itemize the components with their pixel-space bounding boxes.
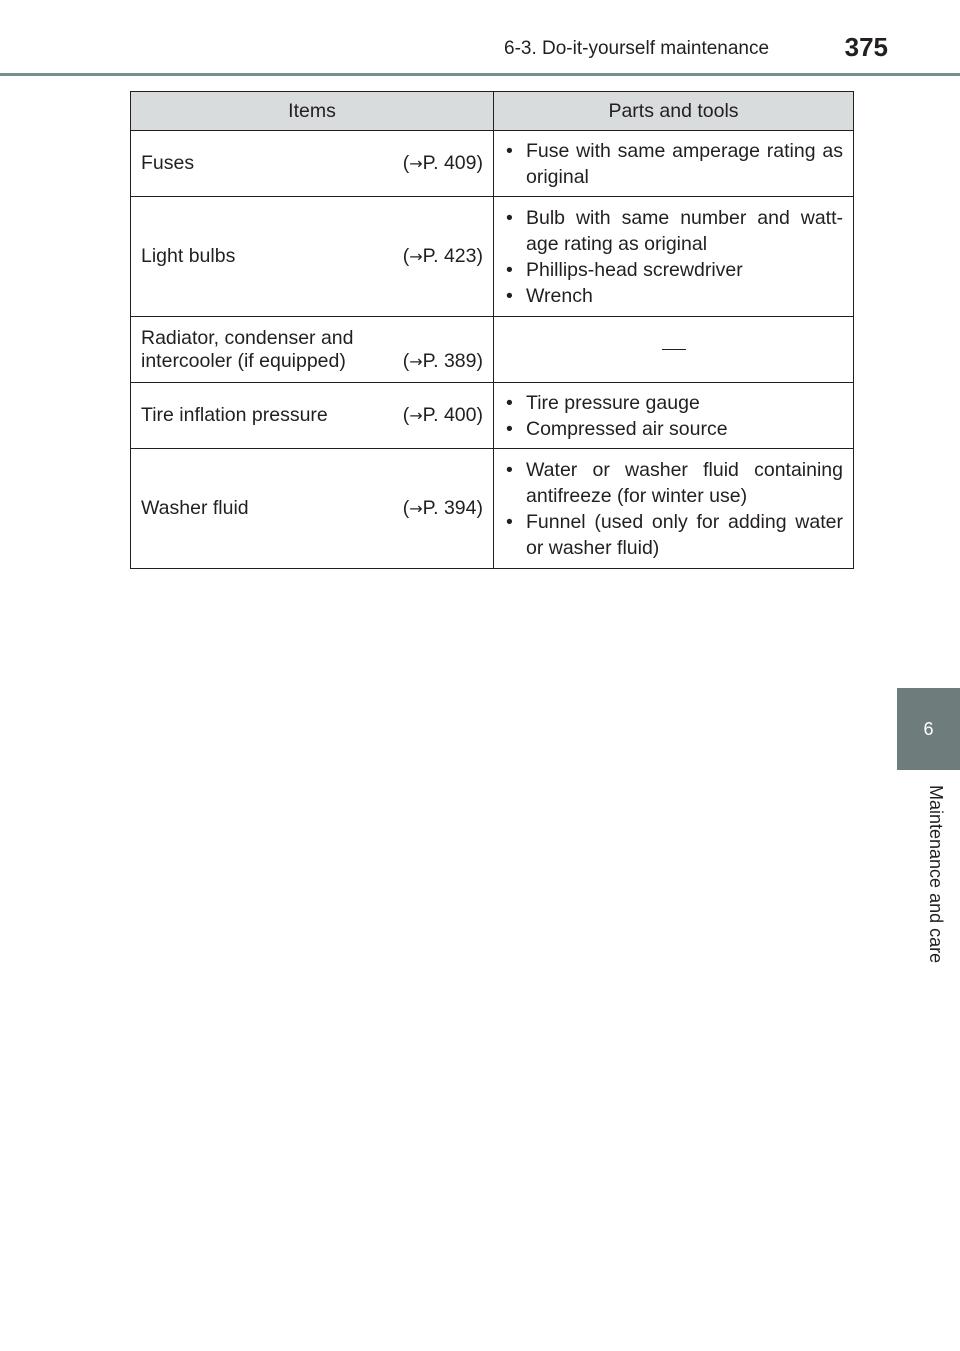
item-cell xyxy=(131,131,494,197)
item-name-line: Radiator, condenser and xyxy=(141,326,354,349)
item-name: Tire inflation pressure xyxy=(141,404,328,426)
tools-cell xyxy=(494,197,854,317)
arrow-right-icon: → xyxy=(409,154,423,173)
arrow-right-icon: → xyxy=(409,499,423,518)
arrow-right-icon: → xyxy=(409,247,423,266)
header-divider xyxy=(0,73,960,76)
item-name: Fuses xyxy=(141,152,195,174)
item-cell xyxy=(131,317,494,383)
column-header-parts-tools: Parts and tools xyxy=(494,92,854,131)
item-name: Washer fluid xyxy=(141,497,249,519)
chapter-tab[interactable] xyxy=(897,688,960,770)
column-header-items: Items xyxy=(131,92,494,131)
list-item: • Fuse with same amperage rating as original xyxy=(504,138,843,190)
tools-cell xyxy=(494,131,854,197)
page-reference: (→P. 423) xyxy=(402,245,483,267)
list-item: • Compressed air source xyxy=(504,416,843,442)
page-reference: (→P. 400) xyxy=(402,404,483,426)
tools-cell xyxy=(494,449,854,569)
page-reference: (→P. 389) xyxy=(402,349,483,372)
list-item: • Tire pressure gauge xyxy=(504,390,843,416)
list-item: • Water or washer fluid containing antifreeze (for winter use) xyxy=(504,457,843,509)
page-reference: (→P. 394) xyxy=(402,497,483,519)
table-header-row xyxy=(131,92,854,131)
section-title: 6-3. Do-it-yourself maintenance xyxy=(504,38,770,59)
item-cell xyxy=(131,383,494,449)
item-cell xyxy=(131,449,494,569)
item-name: intercooler (if equipped) xyxy=(141,349,346,372)
table-row xyxy=(131,131,854,197)
dash-icon xyxy=(662,349,686,350)
arrow-right-icon: → xyxy=(409,406,423,425)
chapter-number: 6 xyxy=(923,718,934,739)
page-reference: (→P. 409) xyxy=(402,152,483,174)
list-item: • Bulb with same number and watt-age rating as original xyxy=(504,205,843,257)
table-row xyxy=(131,197,854,317)
tools-cell xyxy=(494,383,854,449)
maintenance-items-table xyxy=(130,91,854,569)
table-row xyxy=(131,449,854,569)
list-item: • Wrench xyxy=(504,283,843,309)
page-number: 375 xyxy=(844,32,888,62)
item-cell xyxy=(131,197,494,317)
table-row xyxy=(131,383,854,449)
item-name: Light bulbs xyxy=(141,245,236,267)
arrow-right-icon: → xyxy=(409,351,423,371)
list-item: • Funnel (used only for adding water or washer fluid) xyxy=(504,509,843,561)
list-item: • Phillips-head screwdriver xyxy=(504,257,843,283)
chapter-title: Maintenance and care xyxy=(926,785,946,964)
table-row xyxy=(131,317,854,383)
tools-cell-empty xyxy=(494,317,854,383)
